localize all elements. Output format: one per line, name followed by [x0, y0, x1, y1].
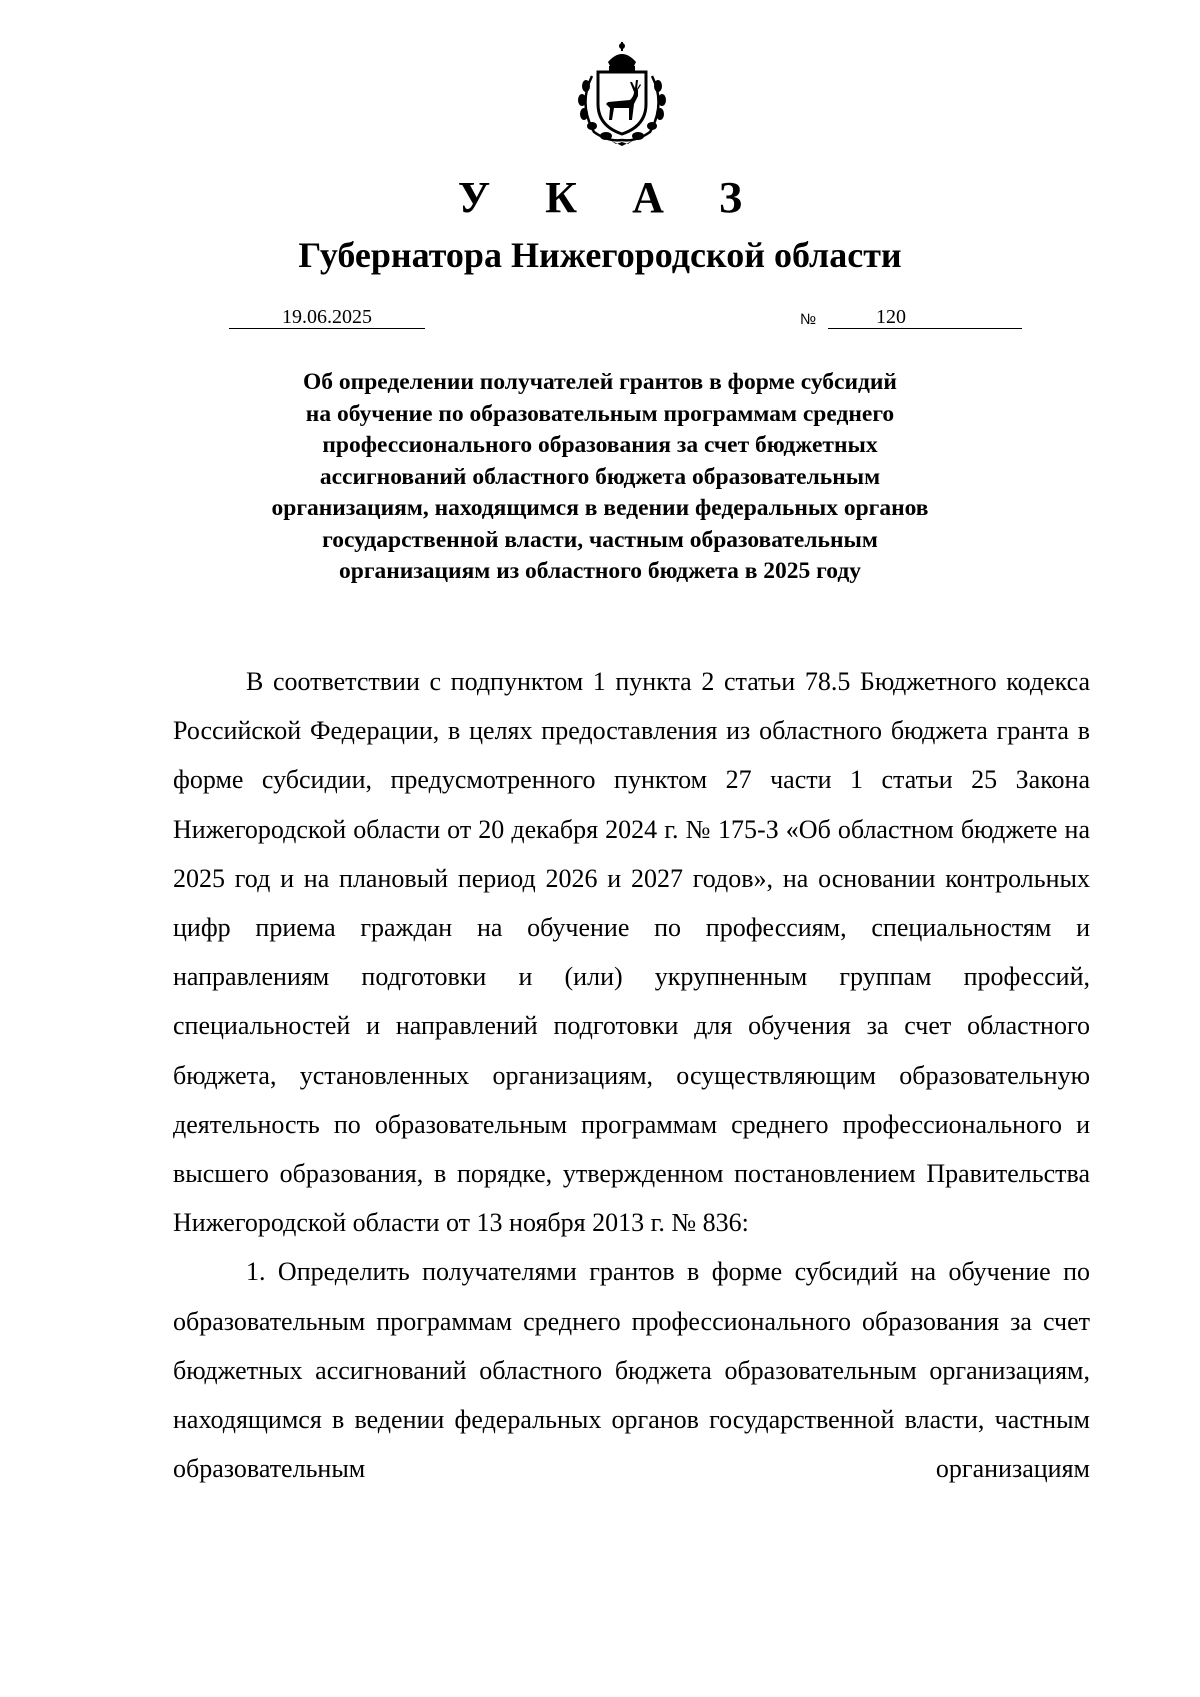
title-line: профессионального образования за счет бюджетных: [322, 432, 878, 458]
document-number: 120: [876, 306, 906, 328]
clause-paragraph: 1. Определить получателями грантов в форме субсидий на обучение по образовательным программам среднего профессионального образования за счет бюджетных ассигнований областного бюджета образовательным организациям, находящимся в ведении федеральных органов государственной власти, частным образовательным организациям: [173, 1257, 1090, 1484]
document-date: 19.06.2025: [229, 306, 425, 329]
title-line: государственной власти, частным образовательным: [322, 526, 878, 553]
issuer-heading: Губернатора Нижегородской области: [298, 235, 902, 275]
preamble-paragraph: В соответствии с подпунктом 1 пункта 2 статьи 78.5 Бюджетного кодекса Российской Федерации, в целях предоставления из областного бюджета гранта в форме субсидии, предусмотренного пунктом 27 части 1 статьи 25 Закона Нижегородской области от 20 декабря 2024 г. № 175-З «Об областном бюджете на 2025 год и на плановый период 2026 и 2027 годов», на основании контрольных цифр приема граждан на обучение по профессиям, специальностям и направлениям подготовки и (или) укрупненным группам профессий, специальностей и направлений подготовки для обучения за счет областного бюджета, установленных организациям, осуществляющим образовательную деятельность по образовательным программам среднего профессионального и высшего образования, в порядке, утвержденном постановлением Правительства Нижегородской области от 13 ноября 2013 г. № 836:: [173, 667, 1090, 1238]
title-line: организациям, находящимся в ведении федеральных органов: [271, 495, 929, 521]
document-number-field: [828, 306, 1022, 329]
title-line: организациям из областного бюджета в 2025 году: [339, 558, 861, 584]
document-body: [173, 657, 1090, 1493]
document-type-heading: У К А З: [457, 173, 765, 222]
document-title: [200, 367, 1000, 588]
coat-of-arms-emblem: [568, 40, 676, 148]
title-line: на обучение по образовательным программам среднего: [305, 400, 895, 427]
number-label: №: [800, 311, 817, 328]
title-line: Об определении получателей грантов в форме субсидий: [303, 369, 897, 395]
title-line: ассигнований областного бюджета образовательным: [319, 463, 881, 490]
